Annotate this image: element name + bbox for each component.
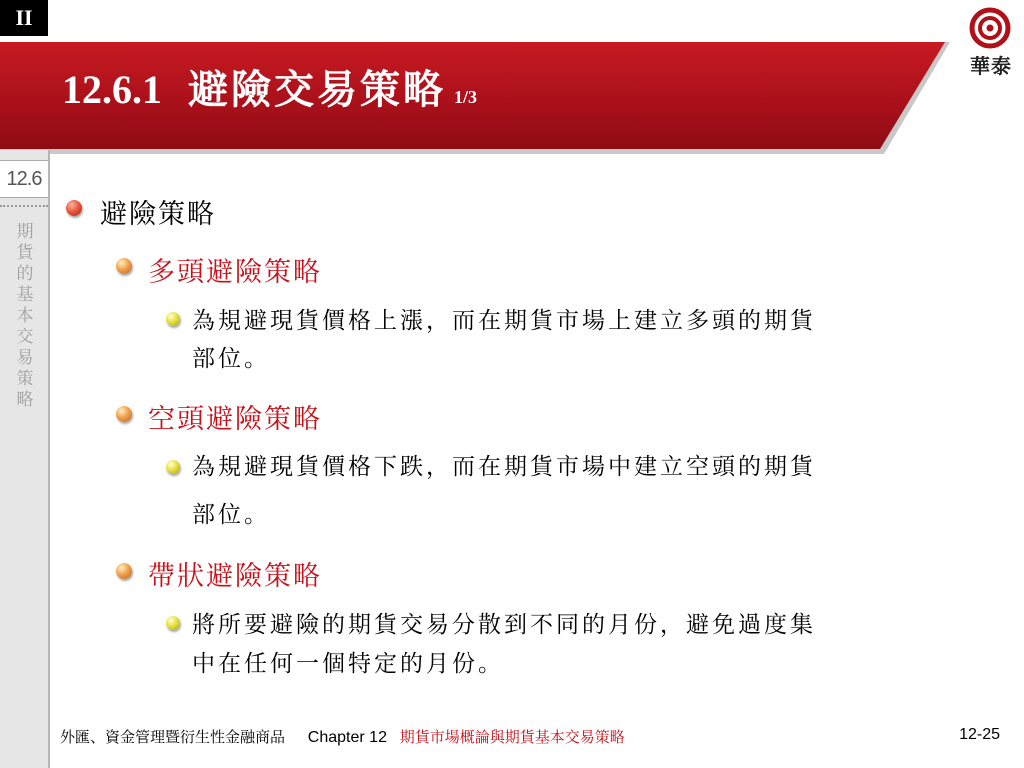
description-line: 部位。 — [192, 502, 270, 528]
strategy-heading: 帶狀避險策略 — [148, 561, 322, 592]
sidebar-chapter-title: 期貨的基本交易策略 — [16, 222, 34, 410]
title-number: 12.6.1 — [62, 67, 162, 112]
footer — [60, 726, 1010, 754]
bullet-yellow-icon — [166, 312, 180, 326]
description-line: 中在任何一個特定的月份。 — [192, 651, 504, 677]
section-tab: 12.6 — [0, 160, 48, 198]
main-bullet: 避險策略 — [100, 199, 216, 230]
footer-chapter: Chapter 12 — [307, 729, 387, 746]
bullet-yellow-icon — [166, 616, 180, 630]
bullet-orange-icon — [116, 406, 132, 422]
bullet-orange-icon — [116, 258, 132, 274]
bullet-yellow-icon — [166, 460, 180, 474]
sidebar-dotted-divider — [0, 205, 48, 207]
strategy-description — [192, 446, 962, 542]
footer-chapter-title: 期貨市場概論與期貨基本交易策略 — [399, 728, 625, 746]
slide-title — [62, 58, 477, 128]
footer-page-number: 12-25 — [959, 726, 1000, 743]
description-line: 部位。 — [192, 346, 270, 372]
sidebar-divider — [48, 150, 50, 768]
bullet-orange-icon — [116, 563, 132, 579]
description-line: 將所要避險的期貨交易分散到不同的月份，避免過度集 — [192, 612, 816, 638]
strategy-heading: 多頭避險策略 — [148, 257, 322, 288]
description-line: 為規避現貨價格上漲，而在期貨市場上建立多頭的期貨 — [192, 308, 816, 334]
title-page: 1/3 — [454, 87, 478, 107]
description-line: 為規避現貨價格下跌，而在期貨市場中建立空頭的期貨 — [192, 454, 816, 480]
logo-text: 華泰 — [970, 54, 1012, 78]
strategy-description — [192, 604, 962, 682]
part-label: II — [0, 0, 48, 36]
bullet-red-icon — [66, 200, 82, 216]
title-text: 避險交易策略 — [188, 66, 446, 113]
footer-book-title: 外匯、資金管理暨衍生性金融商品 — [60, 728, 286, 746]
strategy-heading: 空頭避險策略 — [148, 404, 322, 435]
strategy-description — [192, 300, 962, 376]
